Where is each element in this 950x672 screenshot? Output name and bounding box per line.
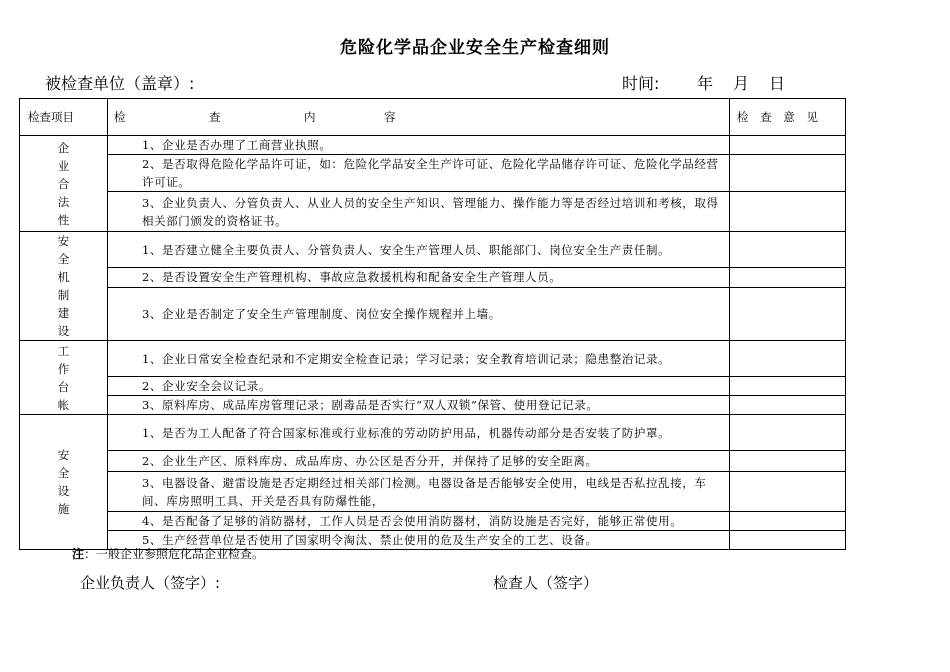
- check-content: 1、是否建立健全主要负责人、分管负责人、安全生产管理人员、职能部门、岗位安全生产责任制。: [108, 232, 730, 268]
- check-content: 2、是否取得危险化学品许可证，如：危险化学品安全生产许可证、危险化学品储存许可证、危险化学品经营许可证。: [108, 155, 730, 192]
- category-cell: 企 业 合 法 性: [20, 136, 108, 232]
- opinion-cell[interactable]: [730, 451, 846, 472]
- table-row: [20, 192, 846, 232]
- check-content: 3、企业是否制定了安全生产管理制度、岗位安全操作规程并上墙。: [108, 287, 730, 341]
- check-content: 5、生产经营单位是否使用了国家明令淘汰、禁止使用的危及生产安全的工艺、设备。: [108, 531, 730, 550]
- table-row: [20, 232, 846, 268]
- check-content: 1、是否为工人配备了符合国家标准或行业标准的劳动防护用品，机器传动部分是否安装了防护罩。: [108, 415, 730, 451]
- check-content: 2、企业安全会议记录。: [108, 377, 730, 396]
- check-content: 3、原料库房、成品库房管理记录；剧毒品是否实行“双人双锁”保管、使用登记记录。: [108, 396, 730, 415]
- opinion-cell[interactable]: [730, 377, 846, 396]
- opinion-cell[interactable]: [730, 287, 846, 341]
- table-header-row: [20, 99, 846, 136]
- check-content: 4、是否配备了足够的消防器材，工作人员是否会使用消防器材，消防设施是否完好，能够正常使用。: [108, 512, 730, 531]
- opinion-cell[interactable]: [730, 531, 846, 550]
- month-label: 月: [733, 74, 750, 93]
- opinion-cell[interactable]: [730, 472, 846, 512]
- opinion-cell[interactable]: [730, 232, 846, 268]
- inspected-unit-label: 被检查单位（盖章）:: [45, 74, 195, 93]
- header-content: [108, 99, 730, 136]
- opinion-cell[interactable]: [730, 396, 846, 415]
- table-row: [20, 341, 846, 377]
- table-row: [20, 451, 846, 472]
- header-content-char: 检: [114, 110, 126, 124]
- header-content-char: 内: [304, 110, 316, 124]
- category-cell: 工 作 台 帐: [20, 341, 108, 415]
- opinion-cell[interactable]: [730, 512, 846, 531]
- check-content: 3、企业负责人、分管负责人、从业人员的安全生产知识、管理能力、操作能力等是否经过培训和考核，取得相关部门颁发的资格证书。: [108, 192, 730, 232]
- header-content-char: 容: [384, 110, 396, 124]
- table-row: [20, 512, 846, 531]
- opinion-cell[interactable]: [730, 192, 846, 232]
- table-row: [20, 268, 846, 287]
- footnote: [72, 545, 264, 562]
- table-row: [20, 472, 846, 512]
- header-content-char: 查: [209, 110, 221, 124]
- check-content: 2、是否设置安全生产管理机构、事故应急救援机构和配备安全生产管理人员。: [108, 268, 730, 287]
- table-row: [20, 377, 846, 396]
- leader-signature-label: 企业负责人（签字）:: [80, 574, 221, 592]
- year-label: 年: [697, 74, 714, 93]
- check-content: 1、企业是否办理了工商营业执照。: [108, 136, 730, 155]
- check-content: 1、企业日常安全检查纪录和不定期安全检查记录；学习记录；安全教育培训记录；隐患整治记录。: [108, 341, 730, 377]
- table-row: [20, 415, 846, 451]
- day-label: 日: [769, 74, 786, 93]
- time-label: 时间:: [622, 74, 660, 93]
- table-row: [20, 396, 846, 415]
- category-cell: 安 全 机 制 建 设: [20, 232, 108, 341]
- table-row: [20, 136, 846, 155]
- footnote-label: 注: [72, 547, 85, 561]
- document-title: 危险化学品企业安全生产检查细则: [340, 38, 610, 58]
- check-content: 3、电器设备、避雷设施是否定期经过相关部门检测。电器设备是否能够安全使用，电线是否私拉乱接，车间、库房照明工具、开关是否具有防爆性能，: [108, 472, 730, 512]
- footnote-text: ：一般企业参照危化品企业检查。: [84, 547, 265, 561]
- inspector-signature-label: 检查人（签字）: [493, 574, 599, 592]
- check-content: 2、企业生产区、原料库房、成品库房、办公区是否分开，并保持了足够的安全距离。: [108, 451, 730, 472]
- opinion-cell[interactable]: [730, 136, 846, 155]
- category-cell: 安 全 设 施: [20, 415, 108, 550]
- opinion-cell[interactable]: [730, 341, 846, 377]
- inspection-table: [19, 98, 846, 550]
- opinion-cell[interactable]: [730, 155, 846, 192]
- table-row: [20, 155, 846, 192]
- opinion-cell[interactable]: [730, 415, 846, 451]
- header-item: 检查项目: [20, 99, 108, 136]
- table-row: [20, 287, 846, 341]
- header-opinion: 检 查 意 见: [730, 99, 846, 136]
- opinion-cell[interactable]: [730, 268, 846, 287]
